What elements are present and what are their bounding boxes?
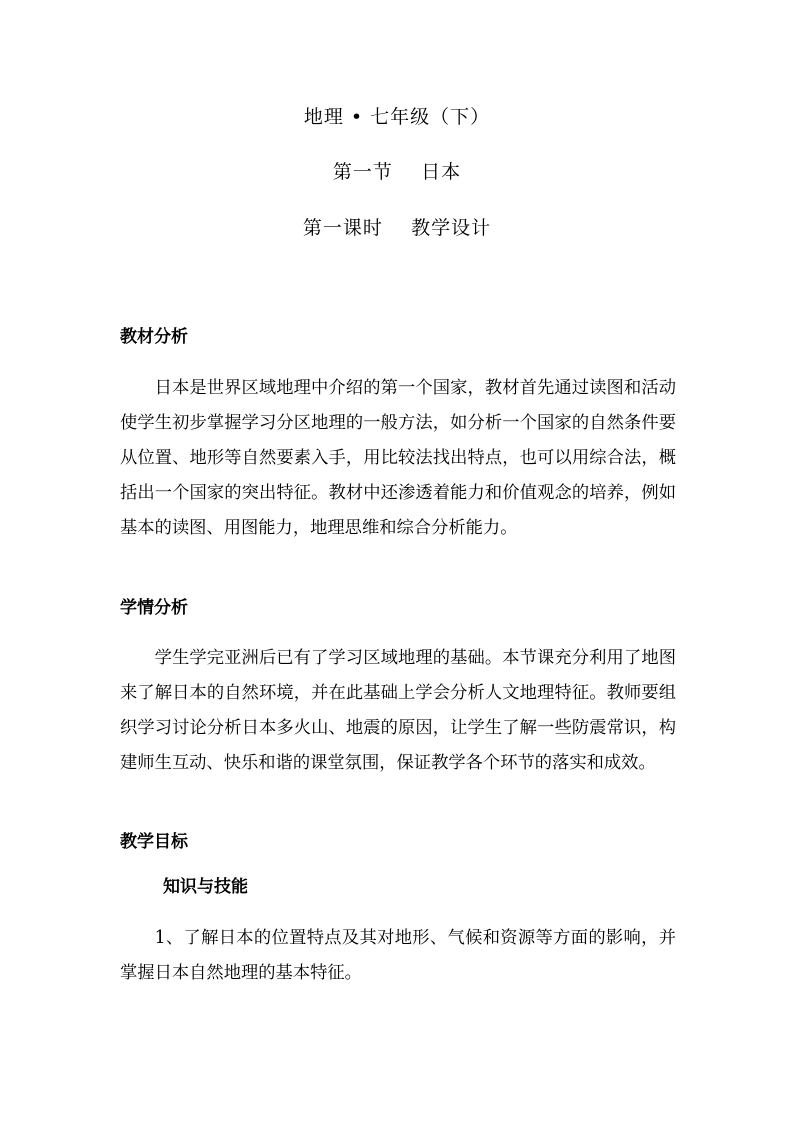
section-title: 第一节 日本 bbox=[332, 161, 462, 183]
knowledge-skills-subheading: 知识与技能 bbox=[163, 877, 248, 897]
lesson-title: 第一课时 教学设计 bbox=[302, 217, 492, 239]
teaching-goal-item-1: 1、了解日本的位置特点及其对地形、气候和资源等方面的影响，并掌握日本自然地理的基本特征。 bbox=[120, 928, 676, 983]
subject-grade-title: 地理 • 七年级（下） bbox=[303, 106, 491, 128]
student-analysis-paragraph: 学生学完亚洲后已有了学习区域地理的基础。本节课充分利用了地图来了解日本的自然环境，并在此基础上学会分析人文地理特征。教师要组织学习讨论分析日本多火山、地震的原因，让学生了解一些防震常识，构建师生互动、快乐和谐的课堂氛围，保证教学各个环节的落实和成效。 bbox=[120, 648, 676, 773]
teaching-goals-heading: 教学目标 bbox=[120, 832, 188, 852]
material-analysis-paragraph: 日本是世界区域地理中介绍的第一个国家，教材首先通过读图和活动使学生初步掌握学习分区地理的一般方法，如分析一个国家的自然条件要从位置、地形等自然要素入手，用比较法找出特点，也可以用综合法，概括出一个国家的突出特征。教材中还渗透着能力和价值观念的培养，例如基本的读图、用图能力，地理思维和综合分析能力。 bbox=[120, 378, 676, 538]
student-analysis-heading: 学情分析 bbox=[120, 598, 188, 618]
material-analysis-heading: 教材分析 bbox=[120, 327, 188, 347]
